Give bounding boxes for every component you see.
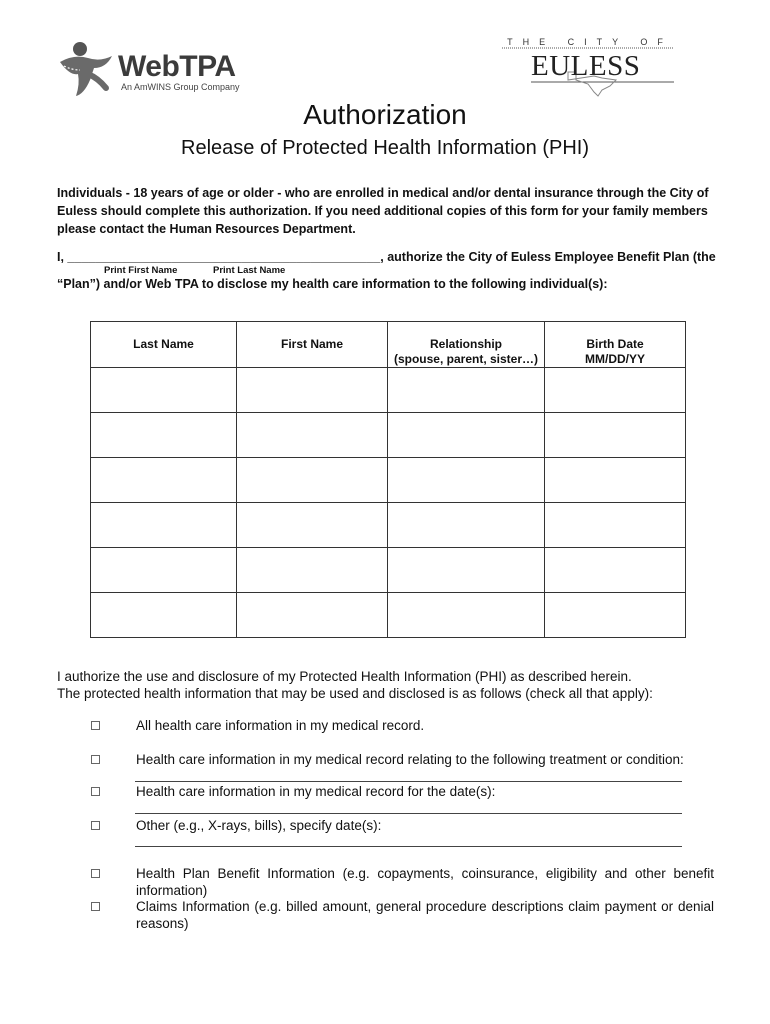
webtpa-wordmark: WebTPA [118, 50, 236, 83]
checkbox-dates[interactable] [91, 787, 100, 796]
birth-date-cell[interactable] [545, 548, 686, 593]
table-row [91, 458, 686, 503]
birth-date-cell[interactable] [545, 458, 686, 503]
header-last-name: Last Name [91, 322, 237, 368]
last-name-cell[interactable] [91, 413, 237, 458]
authorize-line: I, _____________________________________________, authorize the City of Euless Employee Benefit Plan (the [57, 250, 716, 264]
table-row [91, 548, 686, 593]
relationship-cell[interactable] [388, 458, 545, 503]
treatment-condition-line[interactable] [135, 781, 682, 782]
authorization-statement: I authorize the use and disclosure of my Protected Health Information (PHI) as described herein. [57, 669, 632, 684]
option-health-plan-benefit-label: Health Plan Benefit Information (e.g. copayments, coinsurance, eligibility and other benefit information) [136, 866, 714, 898]
intro-paragraph: Individuals - 18 years of age or older - who are enrolled in medical and/or dental insurance through the City of Euless should complete this authorization. If you need additional copies of this form for your family members please contact the Human Resources Department. [57, 186, 709, 236]
birth-date-cell[interactable] [545, 503, 686, 548]
page-title: Authorization [303, 99, 467, 130]
header-birth-date: Birth Date MM/DD/YY [545, 322, 686, 368]
last-name-cell[interactable] [91, 458, 237, 503]
relationship-cell[interactable] [388, 368, 545, 413]
first-name-cell[interactable] [237, 458, 388, 503]
checkbox-other[interactable] [91, 821, 100, 830]
birth-date-cell[interactable] [545, 368, 686, 413]
city-name: EULESS [531, 50, 641, 82]
first-name-cell[interactable] [237, 503, 388, 548]
birth-date-cell[interactable] [545, 413, 686, 458]
check-all-instruction: The protected health information that may be used and disclosed is as follows (check all that apply): [57, 686, 653, 701]
checkbox-all-records[interactable] [91, 721, 100, 730]
relationship-cell[interactable] [388, 413, 545, 458]
webtpa-tagline: An AmWINS Group Company [121, 82, 240, 92]
header-first-name: First Name [237, 322, 388, 368]
option-treatment-condition-label: Health care information in my medical record relating to the following treatment or condition: [136, 752, 684, 767]
checkbox-treatment-condition[interactable] [91, 755, 100, 764]
other-dates-line[interactable] [135, 846, 682, 847]
option-dates-label: Health care information in my medical record for the date(s): [136, 784, 496, 799]
last-name-cell[interactable] [91, 593, 237, 638]
table-row [91, 503, 686, 548]
page-subtitle: Release of Protected Health Information (PHI) [181, 137, 589, 159]
last-name-cell[interactable] [91, 368, 237, 413]
individuals-table [90, 321, 686, 638]
table-row [91, 593, 686, 638]
print-last-name-label: Print Last Name [213, 265, 286, 276]
print-first-name-label: Print First Name [104, 265, 178, 276]
first-name-cell[interactable] [237, 593, 388, 638]
option-all-records-label: All health care information in my medical record. [136, 718, 425, 733]
plan-disclosure-line: “Plan”) and/or Web TPA to disclose my health care information to the following individual(s): [57, 277, 608, 291]
first-name-cell[interactable] [237, 548, 388, 593]
city-prefix: THE CITY OF [507, 37, 673, 47]
checkbox-claims-information[interactable] [91, 902, 100, 911]
relationship-cell[interactable] [388, 503, 545, 548]
dates-line[interactable] [135, 813, 682, 814]
relationship-cell[interactable] [388, 593, 545, 638]
checkbox-health-plan-benefit[interactable] [91, 869, 100, 878]
relationship-cell[interactable] [388, 548, 545, 593]
table-row [91, 368, 686, 413]
last-name-cell[interactable] [91, 503, 237, 548]
first-name-cell[interactable] [237, 413, 388, 458]
header-relationship: Relationship (spouse, parent, sister…) [388, 322, 545, 368]
option-claims-information-label: Claims Information (e.g. billed amount, general procedure descriptions claim payment or denial reasons) [136, 899, 714, 931]
birth-date-cell[interactable] [545, 593, 686, 638]
table-row [91, 413, 686, 458]
table-header-row [91, 322, 686, 368]
first-name-cell[interactable] [237, 368, 388, 413]
last-name-cell[interactable] [91, 548, 237, 593]
option-other-label: Other (e.g., X-rays, bills), specify date(s): [136, 818, 382, 833]
